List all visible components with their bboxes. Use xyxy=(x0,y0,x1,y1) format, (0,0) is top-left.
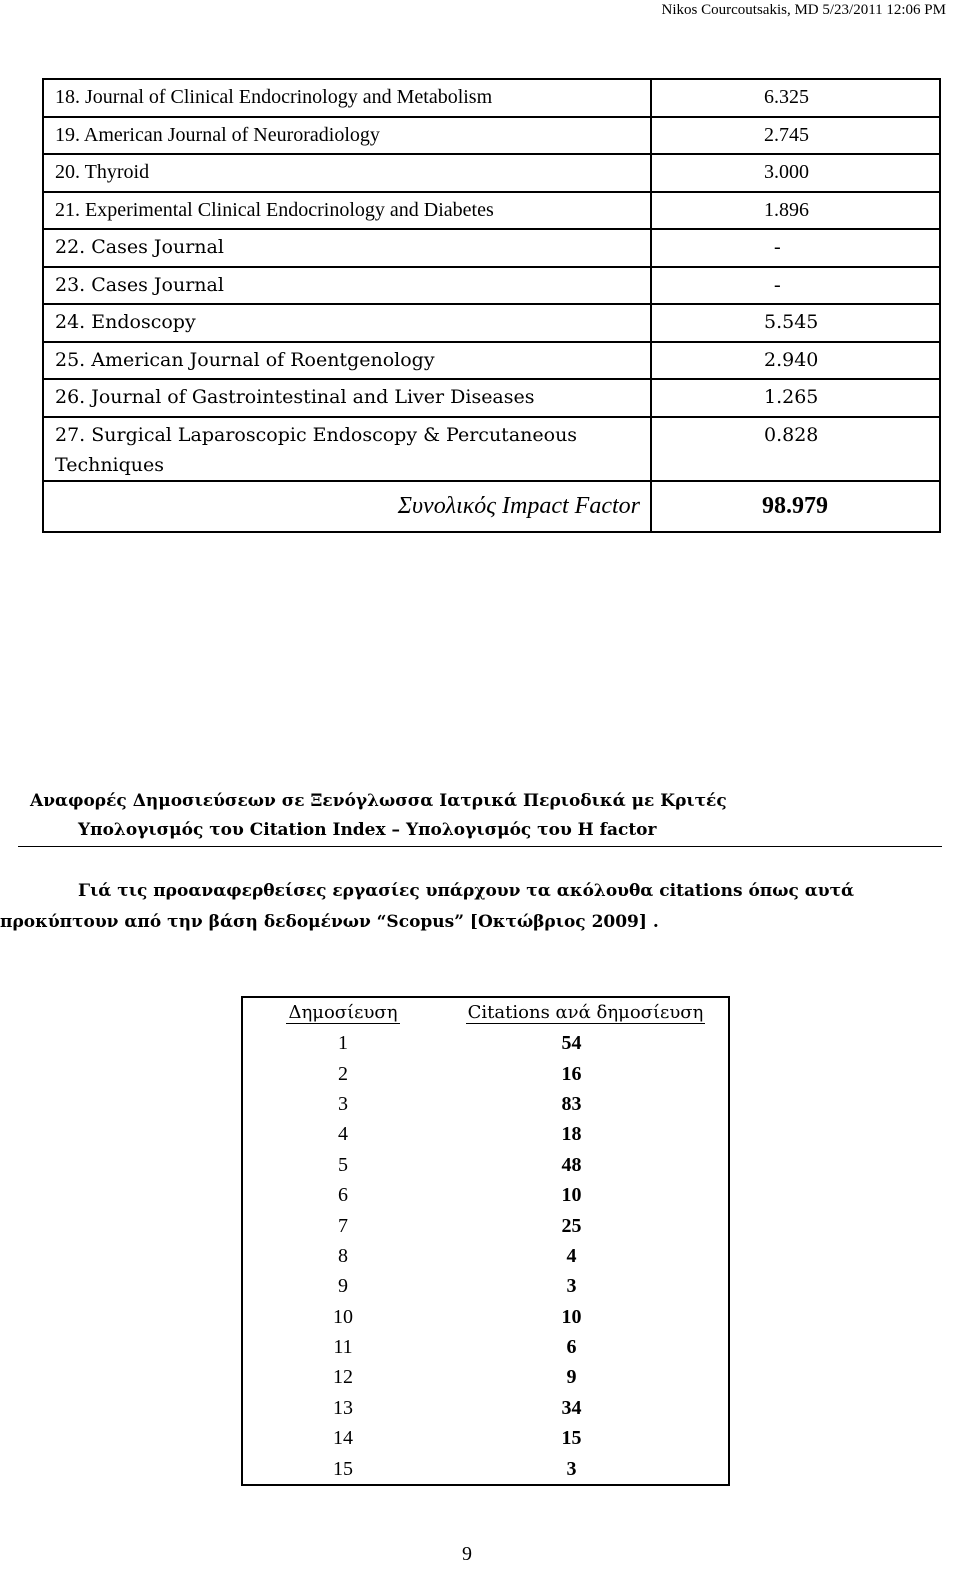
total-value: 98.979 xyxy=(651,481,940,532)
publication-number: 4 xyxy=(338,1123,348,1146)
journal-name xyxy=(43,417,651,481)
impact-factor: 2.940 xyxy=(651,342,940,380)
table-row xyxy=(43,192,940,230)
journal-name: 22. Cases Journal xyxy=(43,229,651,267)
citation-count: 10 xyxy=(561,1305,582,1328)
table-row xyxy=(43,267,940,305)
section-heading-line1: Αναφορές Δημοσιεύσεων σε Ξενόγλωσσα Ιατρικά Περιοδικά με Κριτές xyxy=(30,791,727,811)
table-row xyxy=(43,79,940,117)
citations-table xyxy=(241,996,730,1486)
table-row xyxy=(242,1423,729,1453)
citation-count: 6 xyxy=(566,1336,577,1359)
section-divider xyxy=(18,846,942,847)
table-row xyxy=(43,229,940,267)
citation-count: 16 xyxy=(561,1062,582,1085)
publication-number: 6 xyxy=(338,1184,348,1207)
citation-count: 54 xyxy=(561,1032,582,1055)
journal-name: 21. Experimental Clinical Endocrinology and Diabetes xyxy=(43,192,651,230)
publication-number: 2 xyxy=(338,1062,348,1085)
citation-count: 9 xyxy=(566,1366,577,1389)
publication-number: 11 xyxy=(333,1336,353,1359)
publication-number: 10 xyxy=(333,1305,353,1328)
citation-count: 34 xyxy=(561,1396,582,1419)
table-row xyxy=(43,154,940,192)
publication-number: 1 xyxy=(338,1032,348,1055)
total-label: Συνολικός Impact Factor xyxy=(43,481,651,532)
publication-number: 7 xyxy=(338,1214,348,1237)
citation-count: 83 xyxy=(561,1092,582,1115)
column-header-publication: Δημοσίευση xyxy=(288,1002,398,1023)
table-row xyxy=(242,1362,729,1392)
citation-count: 25 xyxy=(561,1214,582,1237)
publication-number: 12 xyxy=(333,1366,353,1389)
table-row xyxy=(242,1028,729,1058)
impact-factor: 5.545 xyxy=(651,304,940,342)
section-heading xyxy=(30,787,950,845)
impact-factor: 6.325 xyxy=(651,79,940,117)
table-row xyxy=(242,1058,729,1088)
citation-count: 10 xyxy=(561,1184,582,1207)
journal-name: 19. American Journal of Neuroradiology xyxy=(43,117,651,155)
journals-impact-table xyxy=(42,78,941,533)
impact-factor: - xyxy=(651,267,940,305)
revision-stamp: Nikos Courcoutsakis, MD 5/23/2011 12:06 PM xyxy=(661,2,946,18)
table-row xyxy=(242,1119,729,1149)
table-row xyxy=(43,417,940,481)
table-row xyxy=(242,1302,729,1332)
table-row xyxy=(43,304,940,342)
paragraph-line1: Γιά τις προαναφερθείσες εργασίες υπάρχουν τα ακόλουθα citations όπως αυτά xyxy=(78,881,855,901)
journal-name: 25. American Journal of Roentgenology xyxy=(43,342,651,380)
table-row xyxy=(242,1210,729,1240)
column-header-citations: Citations ανά δημοσίευση xyxy=(467,1002,704,1023)
intro-paragraph xyxy=(0,876,945,938)
publication-number: 13 xyxy=(333,1396,353,1419)
journal-name: 26. Journal of Gastrointestinal and Liver Diseases xyxy=(43,379,651,417)
citation-count: 15 xyxy=(561,1427,582,1450)
citations-header-row xyxy=(242,997,729,1028)
table-row xyxy=(242,1089,729,1119)
journal-name-line2: Techniques xyxy=(55,453,165,476)
publication-number: 8 xyxy=(338,1244,348,1267)
citation-count: 3 xyxy=(566,1275,577,1298)
citation-count: 3 xyxy=(566,1457,577,1480)
table-row xyxy=(242,1241,729,1271)
table-row xyxy=(242,1271,729,1301)
impact-factor: 2.745 xyxy=(651,117,940,155)
table-row xyxy=(242,1150,729,1180)
publication-number: 3 xyxy=(338,1092,348,1115)
journal-name: 24. Endoscopy xyxy=(43,304,651,342)
publication-number: 5 xyxy=(338,1153,348,1176)
table-row xyxy=(43,117,940,155)
journal-name-line1: 27. Surgical Laparoscopic Endoscopy & Percutaneous xyxy=(55,423,578,446)
table-row xyxy=(43,379,940,417)
impact-factor: 3.000 xyxy=(651,154,940,192)
publication-number: 9 xyxy=(338,1275,348,1298)
table-row xyxy=(242,1332,729,1362)
total-row xyxy=(43,481,940,532)
table-row xyxy=(242,1180,729,1210)
journal-name: 20. Thyroid xyxy=(43,154,651,192)
impact-factor: - xyxy=(651,229,940,267)
citation-count: 18 xyxy=(561,1123,582,1146)
paragraph-line2: προκύπτουν από την βάση δεδομένων “Scopus” [Οκτώβριος 2009] . xyxy=(0,912,659,932)
section-heading-line2: Υπολογισμός του Citation Index – Υπολογισμός του H factor xyxy=(78,820,657,840)
impact-factor: 0.828 xyxy=(651,417,940,481)
journal-name: 23. Cases Journal xyxy=(43,267,651,305)
table-row xyxy=(43,342,940,380)
page-number: 9 xyxy=(462,1543,472,1565)
table-row xyxy=(242,1453,729,1484)
publication-number: 15 xyxy=(333,1457,353,1480)
publication-number: 14 xyxy=(333,1427,353,1450)
citation-count: 4 xyxy=(566,1244,577,1267)
citation-count: 48 xyxy=(561,1153,582,1176)
impact-factor: 1.896 xyxy=(651,192,940,230)
journal-name: 18. Journal of Clinical Endocrinology and Metabolism xyxy=(43,79,651,117)
impact-factor: 1.265 xyxy=(651,379,940,417)
table-row xyxy=(242,1393,729,1423)
